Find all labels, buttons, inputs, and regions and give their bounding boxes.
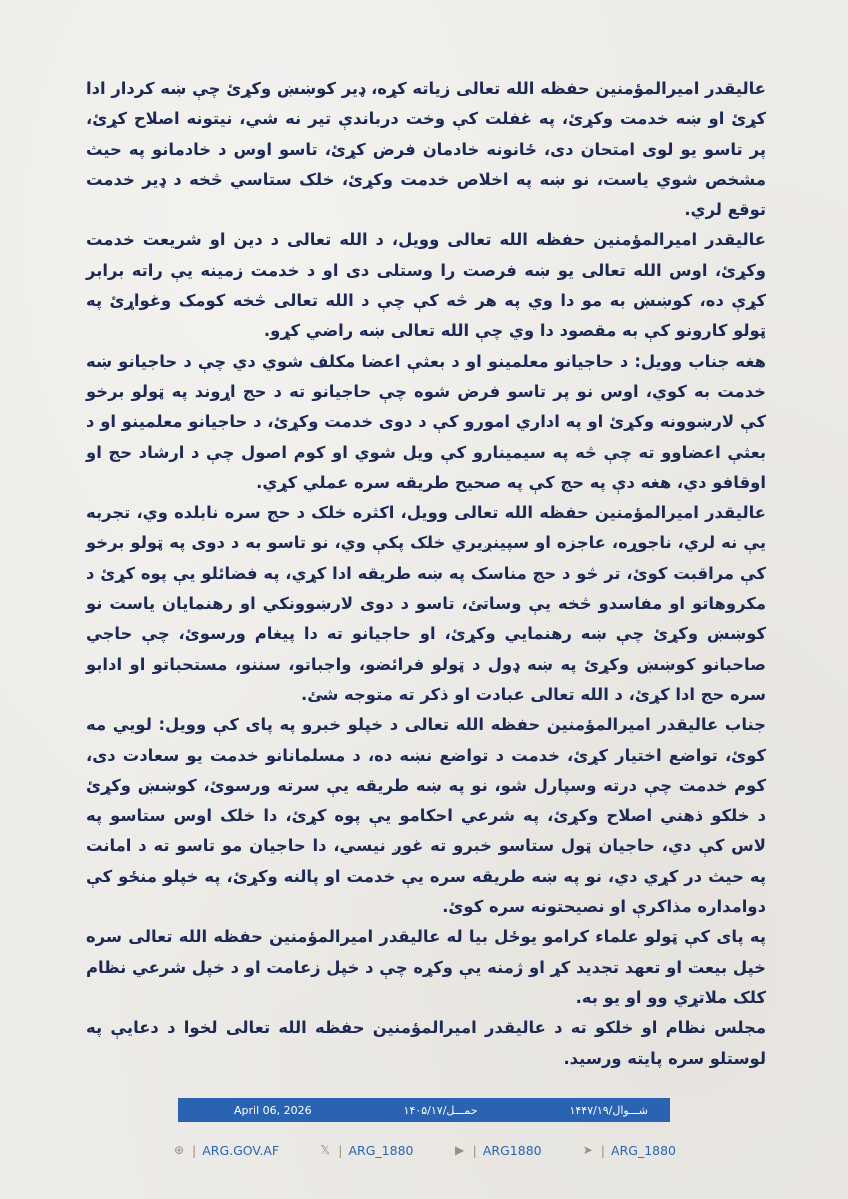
youtube-handle: ARG1880 bbox=[482, 1142, 542, 1158]
x-link[interactable] bbox=[318, 1143, 413, 1158]
website-link[interactable] bbox=[172, 1143, 279, 1158]
separator: | bbox=[338, 1142, 343, 1158]
x-handle: ARG_1880 bbox=[348, 1142, 414, 1158]
lunar-hijri-date: ۱۴۴۷/شـــوال/۱۹ bbox=[569, 1103, 648, 1117]
date-bar bbox=[178, 1098, 670, 1122]
telegram-link[interactable] bbox=[581, 1143, 676, 1158]
separator: | bbox=[472, 1142, 477, 1158]
paragraph-2: عالیقدر امیرالمؤمنین حفظه الله تعالی وویل، د الله تعالی د دین او شریعت خدمت وکړئ، اوس الله تعالی یو ښه فرصت را وستلی دی او د خدمت زمینه یې راته برابر کړې ده، کوښښ به مو دا وي په هر څه کې چې د الله تعالی څخه کومک وغواړئ په ټولو کارونو کې به مقصود دا وي چې الله تعالی ښه راضي کړو. bbox=[86, 230, 766, 341]
separator: | bbox=[600, 1142, 606, 1158]
article-body bbox=[86, 74, 766, 1074]
telegram-icon: ➤ bbox=[582, 1143, 593, 1157]
solar-hijri-date: ۱۴۰۵/حمـــل/۱۷ bbox=[403, 1103, 478, 1117]
paragraph-5: جناب عالیقدر امیرالمؤمنین حفظه الله تعالی د خپلو خبرو په پای کې وویل: لویي مه کوئ، تواضع اختیار کړئ، خدمت د تواضع نښه ده، د مسلمانانو خدمت یو سعادت دی، کوم خدمت چې درته وسپارل شو، نو په ښه طریقه یې سرته ورسوئ، کوښښ وکړئ د خلکو ذهني اصلاح وکړئ، په شرعي احکامو یې پوه کړئ، دا خلک اوس ستاسو په لاس کې دي، حاجیان ټول ستاسو خبرو ته غوږ نیسي، دا حاجیان مو تاسو ته د امانت په حیث در کړي دي، نو په ښه طریقه سره یې خدمت او پالنه وکړئ، په خپلو منځو کې دوامداره مذاکرې او نصیحتونه سره کوئ. bbox=[86, 715, 766, 917]
paragraph-1: عالیقدر امیرالمؤمنین حفظه الله تعالی زیاته کړه، ډیر کوښښ وکړئ چې ښه کردار ادا کړئ او ښه خدمت وکړئ، په غفلت کې وخت درباندې تیر نه شي، نیتونه اصلاح کړئ، پر تاسو یو لوی امتحان دی، ځانونه خادمان فرض کړئ، تاسو اوس د خادمانو په حیث مشخص شوي یاست، نو ښه په اخلاص خدمت وکړئ، خلک ستاسي څخه د ډیر خدمت توقع لري. bbox=[86, 79, 766, 220]
gregorian-date: April 06, 2026 bbox=[234, 1103, 312, 1117]
website-handle: ARG.GOV.AF bbox=[202, 1142, 280, 1158]
separator: | bbox=[192, 1142, 197, 1158]
youtube-link[interactable] bbox=[453, 1143, 542, 1158]
paragraph-3: هغه جناب وویل: د حاجیانو معلمینو او د بعثې اعضا مکلف شوي دي چې د حاجیانو ښه خدمت به کوي، اوس نو پر تاسو فرض شوه چې حاجیانو ته د حج اړوند په ټولو برخو کې لارښوونه وکړئ او په اداري امورو کې د دوی خدمت وکړئ، د حاجیانو معلمینو او د بعثې اعضاوو ته چې څه په سیمینارو کې ویل شوي او کوم اصول چې د ارشاد حج او اوقافو دي، هغه دې په حج کې په صحیح طریقه سره عملي کړي. bbox=[86, 351, 766, 492]
youtube-icon: ▶ bbox=[455, 1143, 465, 1157]
telegram-handle: ARG_1880 bbox=[611, 1142, 676, 1158]
paragraph-6: په پای کې ټولو علماء کرامو یوځل بیا له عالیقدر امیرالمؤمنین حفظه الله تعالی سره خپل بیعت او تعهد تجدید کړ او ژمنه یې وکړه چې د خپل زعامت او د خپل شرعي نظام کلک ملاتړي وو او یو به. bbox=[86, 927, 766, 1007]
social-links bbox=[172, 1140, 676, 1160]
globe-icon: ⊕ bbox=[173, 1143, 185, 1157]
paragraph-4: عالیقدر امیرالمؤمنین حفظه الله تعالی وویل، اکثره خلک د حج سره نابلده وي، تجربه یې نه لري، ناجوړه، عاجزه او سپینږیري خلک پکې وي، نو تاسو به د دوی په ټولو برخو کې مراقبت کوئ، تر څو د حج مناسک په ښه طریقه ادا کړي، په فضائلو یې پوه کړئ د مکروهاتو او مفاسدو څخه یې وساتئ، تاسو د دوی لارښوونکي او رهنمایان یاست نو کوښښ وکړئ چې ښه رهنمایي وکړئ، او حاجیانو ته دا پیغام ورسوئ، چې حاجي صاحبانو کوښښ وکړئ په ښه ډول د ټولو فرائضو، واجباتو، سننو، مستحباتو او ادابو سره حج ادا کړئ، د الله تعالی عبادت او ذکر ته متوجه شئ. bbox=[86, 503, 766, 704]
paragraph-7: مجلس نظام او خلکو ته د عالیقدر امیرالمؤمنین حفظه الله تعالی لخوا د دعایې په لوستلو سره پایته ورسید. bbox=[86, 1018, 766, 1068]
x-icon: 𝕏 bbox=[320, 1143, 331, 1157]
